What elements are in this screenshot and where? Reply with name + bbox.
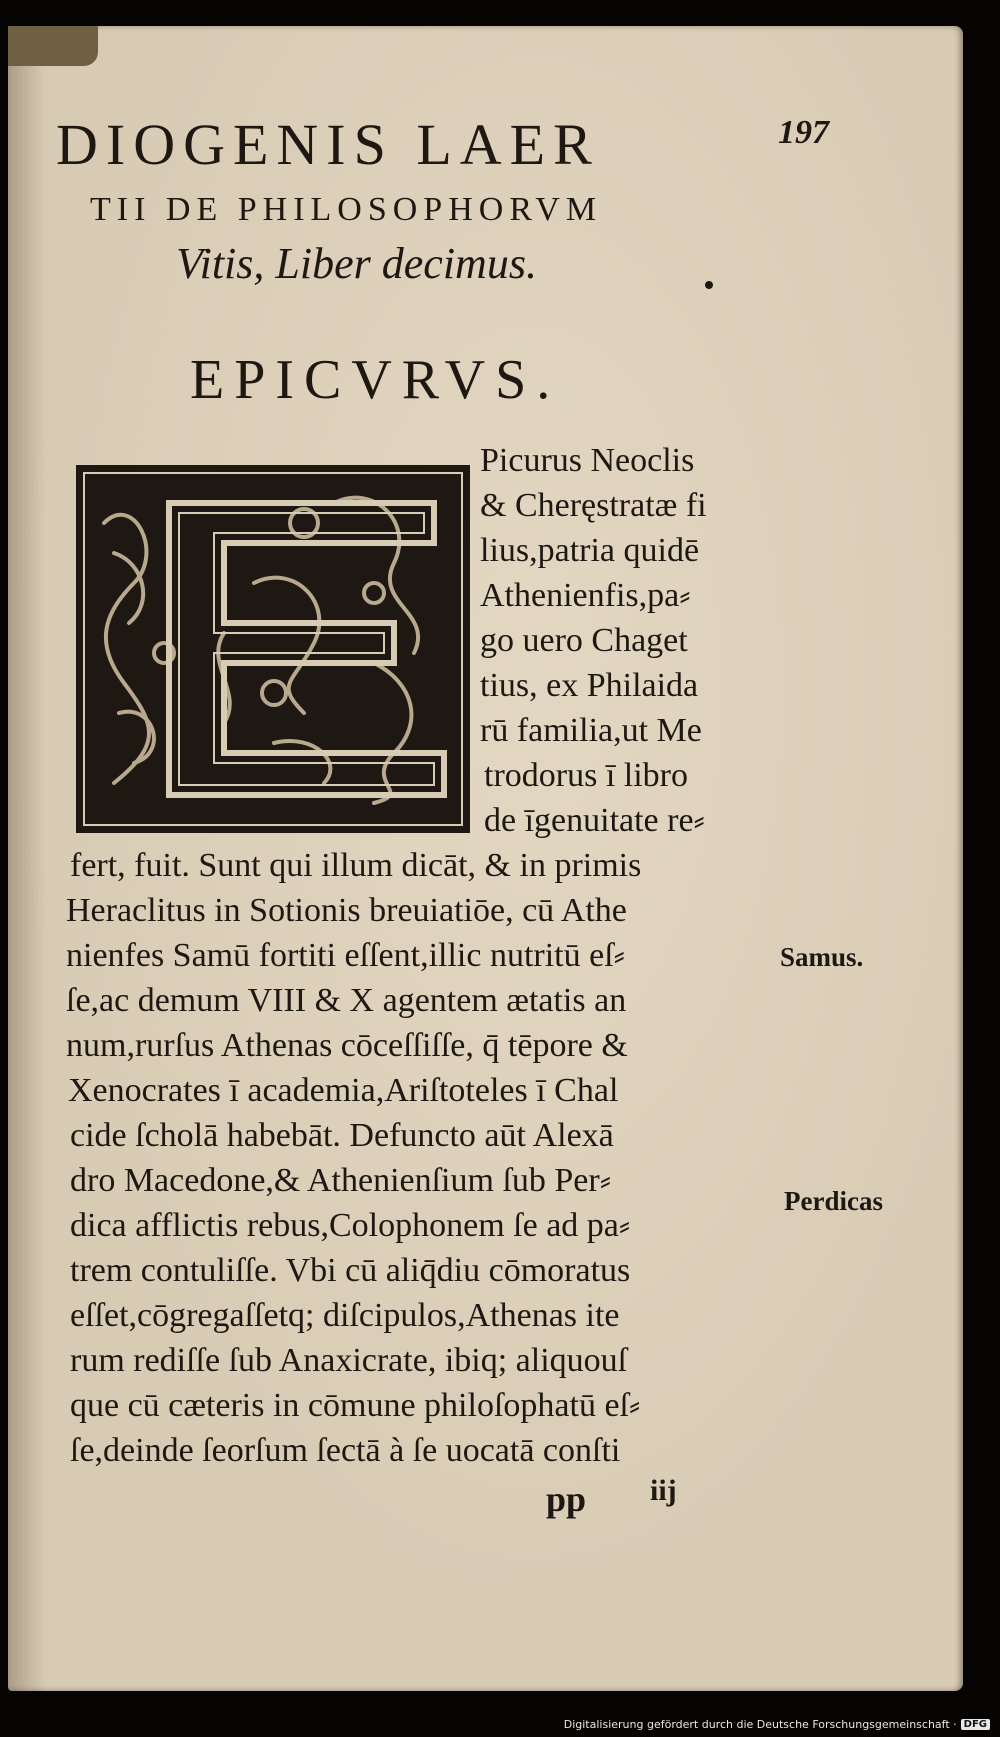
text-line-19: trem contuliſſe. Vbi cū aliq̄diu cōmoratus	[70, 1252, 631, 1289]
woodcut-initial-e	[74, 463, 472, 835]
text-line-12: nienfes Samū fortiti eſſent,illic nutritū eſ⸗	[66, 937, 625, 974]
text-line-21: rum rediſſe ſub Anaxicrate, ibiq; aliquouſ	[70, 1342, 628, 1379]
text-line-4: Athenienfis,pa⸗	[480, 577, 691, 614]
text-line-18: dica afflictis rebus,Colophonem ſe ad pa⸗	[70, 1207, 631, 1244]
credit-text: Digitalisierung gefördert durch die Deutsche Forschungsgemeinschaft ·	[563, 1718, 957, 1731]
text-line-11: Heraclitus in Sotionis breuiatiōe, cū Athe	[66, 892, 627, 929]
text-line-3: lius,patria quidē	[480, 532, 700, 569]
folio-number: 197	[778, 114, 829, 151]
dfg-logo: DFG	[961, 1719, 990, 1730]
text-line-6: tius, ex Philaida	[480, 667, 699, 704]
running-header-line-3: Vitis, Liber decimus.	[176, 239, 537, 288]
ink-dot	[705, 281, 713, 289]
text-line-22: que cū cæteris in cōmune philoſophatū eſ⸗	[70, 1387, 641, 1424]
text-line-14: num,rurſus Athenas cōceſſiſſe, q̄ tēpore &	[66, 1027, 628, 1064]
text-line-9: de īgenuitate re⸗	[484, 802, 705, 839]
chapter-title: EPICVRVS.	[190, 349, 561, 411]
text-line-17: dro Macedone,& Athenienſium ſub Per⸗	[70, 1162, 612, 1199]
running-header-line-2: TII DE PHILOSOPHORVM	[90, 191, 603, 228]
signature-mark: pp	[546, 1479, 587, 1519]
text-line-15: Xenocrates ī academia,Ariſtoteles ī Chal	[68, 1072, 619, 1109]
text-line-7: rū familia,ut Me	[480, 712, 702, 749]
text-line-10: fert, fuit. Sunt qui illum dicāt, & in primis	[70, 847, 642, 884]
marginal-note-samus: Samus.	[780, 942, 864, 972]
running-header-line-1: DIOGENIS LAER	[56, 112, 600, 177]
text-line-5: go uero Chaget	[480, 622, 688, 659]
text-line-8: trodorus ī libro	[484, 757, 688, 794]
text-line-20: eſſet,cōgregaſſetq; diſcipulos,Athenas ite	[70, 1297, 620, 1334]
marginal-note-perdicas: Perdicas	[784, 1186, 883, 1216]
binding-tab	[8, 26, 98, 66]
text-line-23: ſe,deinde ſeorſum ſectā à ſe uocatā conſti	[70, 1432, 621, 1469]
text-line-13: ſe,ac demum VIII & X agentem ætatis an	[66, 982, 627, 1019]
signature-number: iij	[650, 1474, 677, 1507]
book-page	[8, 26, 963, 1691]
text-line-2: & Cheręstratæ fi	[480, 487, 707, 524]
text-line-16: cide ſcholā habebāt. Defuncto aūt Alexā	[70, 1117, 614, 1154]
digitization-credit	[564, 1718, 990, 1731]
text-line-1: Picurus Neoclis	[480, 442, 695, 479]
